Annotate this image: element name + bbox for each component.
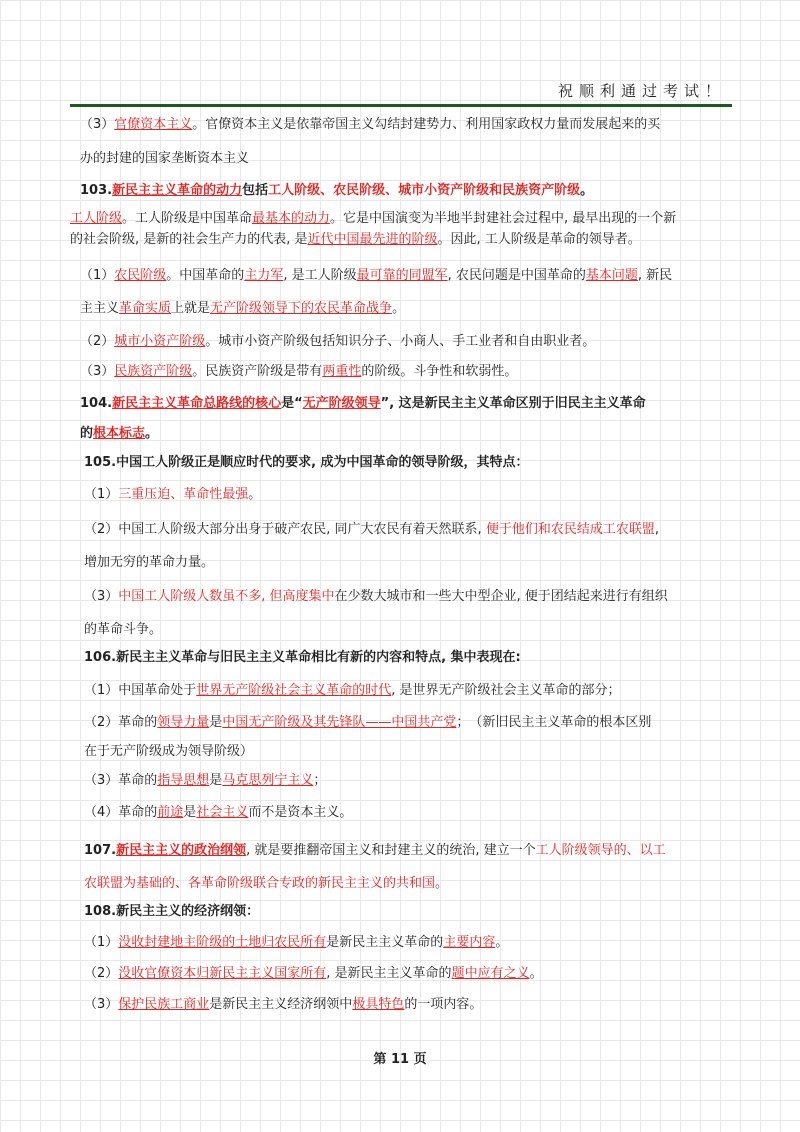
paragraph-line: 办的封建的国家垄断资本主义 bbox=[80, 151, 250, 166]
paragraph-revolution-era: （1）中国革命处于世界无产阶级社会主义革命的时代, 是世界无产阶级社会主义革命的部分； bbox=[84, 683, 621, 698]
paragraph-concentration: （3）中国工人阶级人数虽不多, 但高度集中在少数大城市和一些大中型企业, 便于团结起来进行有组织 bbox=[84, 589, 668, 604]
paragraph-line: 主主义革命实质上就是无产阶级领导下的农民革命战争。 bbox=[80, 301, 406, 316]
paragraph-line: 增加无穷的革命力量。 bbox=[84, 555, 215, 570]
header-slogan: 祝顺利通过考试！ bbox=[557, 82, 726, 100]
paragraph-protect-industry: （3）保护民族工商业是新民主主义经济纲领中极具特色的一项内容。 bbox=[84, 997, 483, 1012]
question-108: 108.新民主主义的经济纲领： bbox=[84, 904, 260, 919]
paragraph-guiding-ideology: （3）革命的指导思想是马克思列宁主义； bbox=[84, 773, 327, 788]
question-104: 104.新民主主义革命总路线的核心是“无产阶级领导”, 这是新民主主义革命区别于旧民主主义革命 bbox=[80, 396, 646, 411]
question-106: 106.新民主主义革命与旧民主主义革命相比有新的内容和特点, 集中表现在: bbox=[84, 650, 521, 665]
paragraph-peasant-origin: （2）中国工人阶级大部分出身于破产农民, 同广大农民有着天然联系, 便于他们和农民结成工农联盟, bbox=[84, 522, 659, 537]
paragraph-capital-confiscation: （2）没收官僚资本归新民主主义国家所有, 是新民主主义革命的题中应有之义。 bbox=[84, 966, 543, 981]
question-104-line: 的根本标志。 bbox=[80, 426, 159, 441]
paragraph-line: 在于无产阶级成为领导阶级） bbox=[84, 744, 254, 759]
paragraph-national-bourgeoisie: （3）民族资产阶级。民族资产阶级是带有两重性的阶级。斗争性和软弱性。 bbox=[80, 364, 518, 379]
page-number: 第 11 页 bbox=[373, 1052, 427, 1067]
paragraph-line: 的革命斗争。 bbox=[84, 622, 163, 637]
paragraph-line: 农联盟为基础的、各革命阶级联合专政的新民主主义的共和国。 bbox=[84, 876, 449, 891]
paragraph-leadership: （2）革命的领导力量是中国无产阶级及其先锋队——中国共产党； （新旧民主主义革命的根本区别 bbox=[84, 715, 652, 730]
paragraph-petty-bourgeoisie: （2）城市小资产阶级。城市小资产阶级包括知识分子、小商人、手工业者和自由职业者。 bbox=[80, 334, 596, 349]
paragraph-triple-oppression: （1）三重压迫、革命性最强。 bbox=[84, 487, 262, 502]
header-rule bbox=[70, 104, 732, 107]
paragraph-bureaucratic-capitalism: （3）官僚资本主义。官僚资本主义是依靠帝国主义勾结封建势力、利用国家政权力量而发展起来的买 bbox=[80, 117, 661, 132]
question-105: 105.中国工人阶级正是顺应时代的要求, 成为中国革命的领导阶级，其特点： bbox=[84, 455, 529, 470]
paragraph-line: 的社会阶级, 是新的社会生产力的代表, 是近代中国最先进的阶级。因此, 工人阶级是革命的领导者。 bbox=[70, 232, 641, 247]
paragraph-future: （4）革命的前途是社会主义而不是资本主义。 bbox=[84, 805, 353, 820]
paragraph-working-class: 工人阶级。工人阶级是中国革命最基本的动力。它是中国演变为半地半封建社会过程中, 最早出现的一个新 bbox=[70, 211, 677, 226]
question-107: 107.新民主主义的政治纲领, 就是要推翻帝国主义和封建主义的统治, 建立一个工人阶级领导的、以工 bbox=[84, 843, 666, 858]
question-103: 103.新民主主义革命的动力包括工人阶级、农民阶级、城市小资产阶级和民族资产阶级。 bbox=[80, 183, 594, 198]
paragraph-peasant-class: （1）农民阶级。中国革命的主力军, 是工人阶级最可靠的同盟军, 农民问题是中国革命的基本问题, 新民 bbox=[80, 268, 673, 283]
paragraph-land-confiscation: （1）没收封建地主阶级的土地归农民所有是新民主主义革命的主要内容。 bbox=[84, 935, 509, 950]
